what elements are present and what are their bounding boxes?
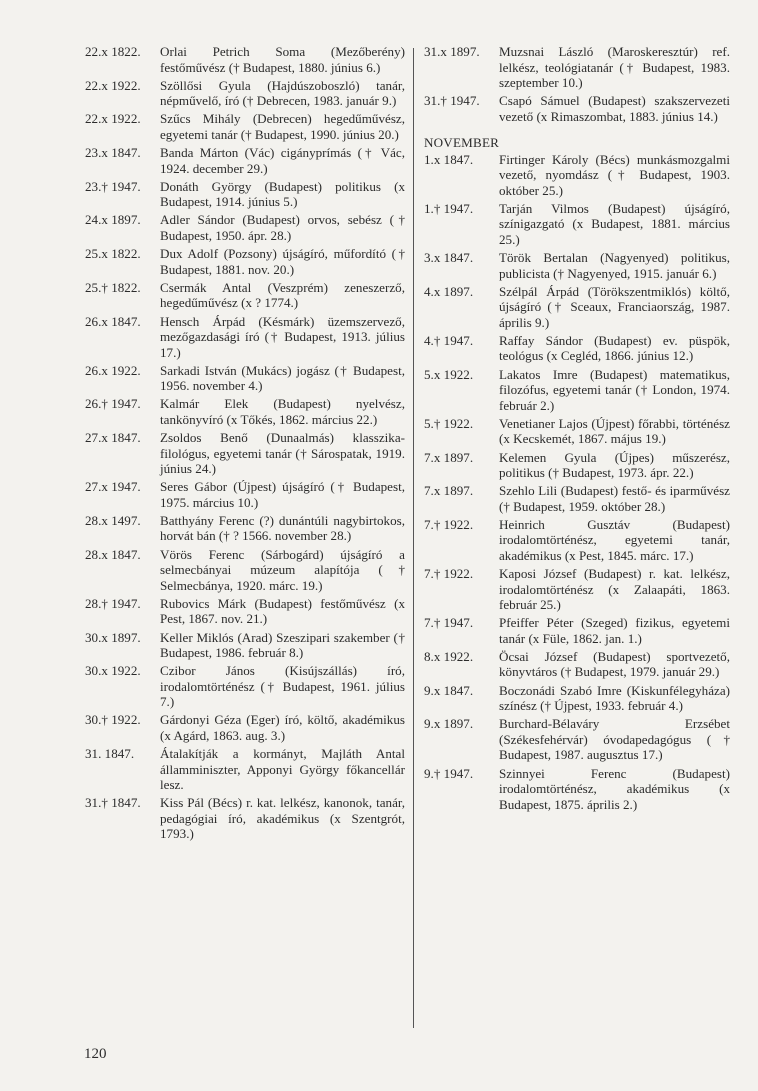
entry-row xyxy=(424,284,730,331)
entry-date: 23.† 1947. xyxy=(85,178,141,194)
entry-row xyxy=(85,78,405,109)
entry-text: Szöllősi Gyula (Hajdúszoboszló) tanár, népművelő, író († Debrecen, 1983. január 9.) xyxy=(160,77,405,109)
entry-date: 26.x 1847. xyxy=(85,313,141,329)
entry-date: 31.† 1847. xyxy=(85,795,141,811)
entry-row xyxy=(85,111,405,142)
entry-date: 7.† 1947. xyxy=(424,615,474,631)
entry-text: Átalakítják a kormányt, Majláth Antal államminiszter, Apponyi György főkancellár lesz. xyxy=(160,746,405,793)
october-continued-entries xyxy=(424,44,730,124)
entry-date: 4.† 1947. xyxy=(424,332,474,348)
entry-row xyxy=(424,716,730,763)
entry-text: Vörös Ferenc (Sárbogárd) újságíró a selmecbányai múzeum alapítója († Selmecbánya, 1920. márc. 19.) xyxy=(160,546,405,593)
entry-date: 5.x 1922. xyxy=(424,366,474,382)
entry-date: 25.† 1822. xyxy=(85,279,141,295)
entry-date: 30.x 1897. xyxy=(85,629,141,645)
entry-row xyxy=(85,430,405,477)
entry-row xyxy=(85,396,405,427)
entry-text: Seres Gábor (Újpest) újságíró († Budapest, 1975. március 10.) xyxy=(160,479,405,510)
entry-row xyxy=(85,630,405,661)
entry-date: 25.x 1822. xyxy=(85,246,141,262)
entry-row xyxy=(424,517,730,564)
entry-row xyxy=(424,566,730,613)
entry-date: 22.x 1922. xyxy=(85,77,141,93)
entry-date: 1.x 1847. xyxy=(424,151,474,167)
entry-date: 26.x 1922. xyxy=(85,362,141,378)
entry-text: Szűcs Mihály (Debrecen) hegedűművész, egyetemi tanár († Budapest, 1990. június 20.) xyxy=(160,111,405,142)
entry-row xyxy=(85,363,405,394)
entry-row xyxy=(85,712,405,743)
entry-text: Dux Adolf (Pozsony) újságíró, műfordító († Budapest, 1881. nov. 20.) xyxy=(160,246,405,277)
entry-row xyxy=(424,450,730,481)
entry-text: Török Bertalan (Nagyenyed) politikus, publicista († Nagyenyed, 1915. január 6.) xyxy=(499,250,730,281)
entry-text: Venetianer Lajos (Újpest) főrabbi, történész (x Kecskemét, 1867. május 19.) xyxy=(499,415,730,447)
entry-date: 9.x 1847. xyxy=(424,682,474,698)
entry-row xyxy=(424,333,730,364)
entry-row xyxy=(424,483,730,514)
entry-date: 9.x 1897. xyxy=(424,716,474,732)
entry-date: 8.x 1922. xyxy=(424,648,474,664)
entry-row xyxy=(85,145,405,176)
entry-date: 23.x 1847. xyxy=(85,145,141,161)
entry-date: 28.† 1947. xyxy=(85,595,141,611)
entry-date: 26.† 1947. xyxy=(85,396,141,412)
entry-text: Heinrich Gusztáv (Budapest) irodalomtörténész, egyetemi tanár, akadémikus (x Pest, 1845. márc. 17.) xyxy=(499,516,730,563)
entry-date: 30.x 1922. xyxy=(85,663,141,679)
entry-date: 31.x 1897. xyxy=(424,44,480,59)
entry-text: Czibor János (Kisújszállás) író, irodalomtörténész († Budapest, 1961. július 7.) xyxy=(160,663,405,710)
entry-date: 31.† 1947. xyxy=(424,93,480,109)
entry-row xyxy=(424,683,730,714)
entry-date: 27.x 1847. xyxy=(85,430,141,446)
entry-row xyxy=(85,596,405,627)
entry-text: Banda Márton (Vác) cigányprímás († Vác, 1924. december 29.) xyxy=(160,145,405,176)
entry-text: Donáth György (Budapest) politikus (x Budapest, 1914. június 5.) xyxy=(160,178,405,210)
entry-date: 30.† 1922. xyxy=(85,712,141,728)
entry-text: Szélpál Árpád (Törökszentmiklós) költő, újságíró († Sceaux, Franciaország, 1987. április 9.) xyxy=(499,283,730,330)
entry-row xyxy=(424,649,730,680)
entry-row xyxy=(85,246,405,277)
entry-text: Muzsnai László (Maroskeresztúr) ref. lelkész, teológiatanár († Budapest, 1983. szeptember 10.) xyxy=(499,44,730,90)
entry-row xyxy=(424,152,730,199)
november-entries xyxy=(424,152,730,812)
month-heading: NOVEMBER xyxy=(424,135,500,151)
entry-date: 7.† 1922. xyxy=(424,566,474,582)
entry-date: 31. 1847. xyxy=(85,746,135,762)
entry-row xyxy=(424,766,730,813)
entry-text: Tarján Vilmos (Budapest) újságíró, színigazgató (x Budapest, 1881. március 25.) xyxy=(499,200,730,247)
entry-text: Hensch Árpád (Késmárk) üzemszervező, mezőgazdasági író († Budapest, 1913. július 17.) xyxy=(160,313,405,360)
entry-text: Gárdonyi Géza (Eger) író, költő, akadémikus (x Agárd, 1863. aug. 3.) xyxy=(160,712,405,743)
entry-row xyxy=(424,44,730,91)
entry-text: Öcsai József (Budapest) sportvezető, könyvtáros († Budapest, 1979. január 29.) xyxy=(499,648,730,680)
entry-text: Csapó Sámuel (Budapest) szakszervezeti vezető (x Rimaszombat, 1883. június 14.) xyxy=(499,93,730,124)
entry-row xyxy=(85,795,405,842)
entry-text: Adler Sándor (Budapest) orvos, sebész († Budapest, 1950. ápr. 28.) xyxy=(160,212,405,243)
entry-text: Kelemen Gyula (Újpes) műszerész, politikus († Budapest, 1973. ápr. 22.) xyxy=(499,449,730,480)
entry-row xyxy=(424,416,730,447)
entry-text: Sarkadi István (Mukács) jogász († Budapest, 1956. november 4.) xyxy=(160,362,405,394)
entry-date: 9.† 1947. xyxy=(424,765,474,781)
entry-row xyxy=(424,93,730,124)
entry-text: Keller Miklós (Arad) Szeszipari szakember († Budapest, 1986. február 8.) xyxy=(160,629,405,660)
entry-row xyxy=(85,280,405,311)
entry-date: 4.x 1897. xyxy=(424,283,474,299)
entry-row xyxy=(424,250,730,281)
entry-text: Csermák Antal (Veszprém) zeneszerző, hegedűművész (x ? 1774.) xyxy=(160,279,405,311)
entry-date: 5.† 1922. xyxy=(424,415,474,431)
entry-text: Firtinger Károly (Bécs) munkásmozgalmi vezető, nyomdász († Budapest, 1903. október 25.) xyxy=(499,151,730,198)
entry-text: Kaposi József (Budapest) r. kat. lelkész, irodalomtörténész (x Zalaapáti, 1863. február 25.) xyxy=(499,566,730,613)
entry-date: 7.x 1897. xyxy=(424,483,474,499)
left-column xyxy=(85,44,405,844)
entry-row xyxy=(85,179,405,210)
entry-row xyxy=(424,367,730,414)
entry-row xyxy=(85,663,405,710)
entry-text: Szinnyei Ferenc (Budapest) irodalomtörténész, akadémikus (x Budapest, 1875. április 2.) xyxy=(499,765,730,812)
column-divider xyxy=(413,48,414,1028)
entry-row xyxy=(85,314,405,361)
entry-text: Raffay Sándor (Budapest) ev. püspök, teológus (x Cegléd, 1866. június 12.) xyxy=(499,332,730,364)
entry-text: Szehlo Lili (Budapest) festő- és iparművész († Budapest, 1959. október 28.) xyxy=(499,483,730,514)
entry-row xyxy=(85,479,405,510)
entry-text: Orlai Petrich Soma (Mezőberény) festőművész († Budapest, 1880. június 6.) xyxy=(160,44,405,75)
entry-row xyxy=(85,212,405,243)
entry-date: 3.x 1847. xyxy=(424,250,474,266)
entry-date: 27.x 1947. xyxy=(85,479,141,495)
entry-date: 28.x 1847. xyxy=(85,546,141,562)
entry-date: 22.x 1822. xyxy=(85,44,141,59)
entry-text: Lakatos Imre (Budapest) matematikus, filozófus, egyetemi tanár († London, 1974. február 2.) xyxy=(499,366,730,413)
entry-date: 7.† 1922. xyxy=(424,516,474,532)
entry-date: 24.x 1897. xyxy=(85,212,141,228)
entry-date: 7.x 1897. xyxy=(424,449,474,465)
entry-date: 28.x 1497. xyxy=(85,512,141,528)
entry-text: Batthyány Ferenc (?) dunántúli nagybirtokos, horvát bán († ? 1566. november 28.) xyxy=(160,512,405,544)
entry-date: 1.† 1947. xyxy=(424,200,474,216)
entry-text: Burchard-Bélaváry Erzsébet (Székesfehérvár) óvodapedagógus († Budapest, 1987. augusztus 17.) xyxy=(499,716,730,763)
entry-row xyxy=(85,547,405,594)
entry-date: 22.x 1922. xyxy=(85,111,141,127)
entry-row xyxy=(424,201,730,248)
entry-text: Pfeiffer Péter (Szeged) fizikus, egyetemi tanár (x Füle, 1862. jan. 1.) xyxy=(499,615,730,646)
entry-text: Boczonádi Szabó Imre (Kiskunfélegyháza) színész († Újpest, 1933. február 4.) xyxy=(499,682,730,714)
entry-row xyxy=(424,615,730,646)
entry-row xyxy=(85,44,405,75)
page-number: 120 xyxy=(84,1046,107,1062)
entry-text: Rubovics Márk (Budapest) festőművész (x Pest, 1867. nov. 21.) xyxy=(160,595,405,627)
entry-text: Zsoldos Benő (Dunaalmás) klasszika-filológus, egyetemi tanár († Sárospatak, 1919. június 24.) xyxy=(160,430,405,477)
entry-row xyxy=(85,513,405,544)
right-column xyxy=(424,44,730,815)
entry-row xyxy=(85,746,405,793)
entry-text: Kalmár Elek (Budapest) nyelvész, tankönyvíró (x Tőkés, 1862. március 22.) xyxy=(160,396,405,427)
entry-text: Kiss Pál (Bécs) r. kat. lelkész, kanonok, tanár, pedagógiai író, akadémikus (x Szentgrót, 1793.) xyxy=(160,795,405,842)
